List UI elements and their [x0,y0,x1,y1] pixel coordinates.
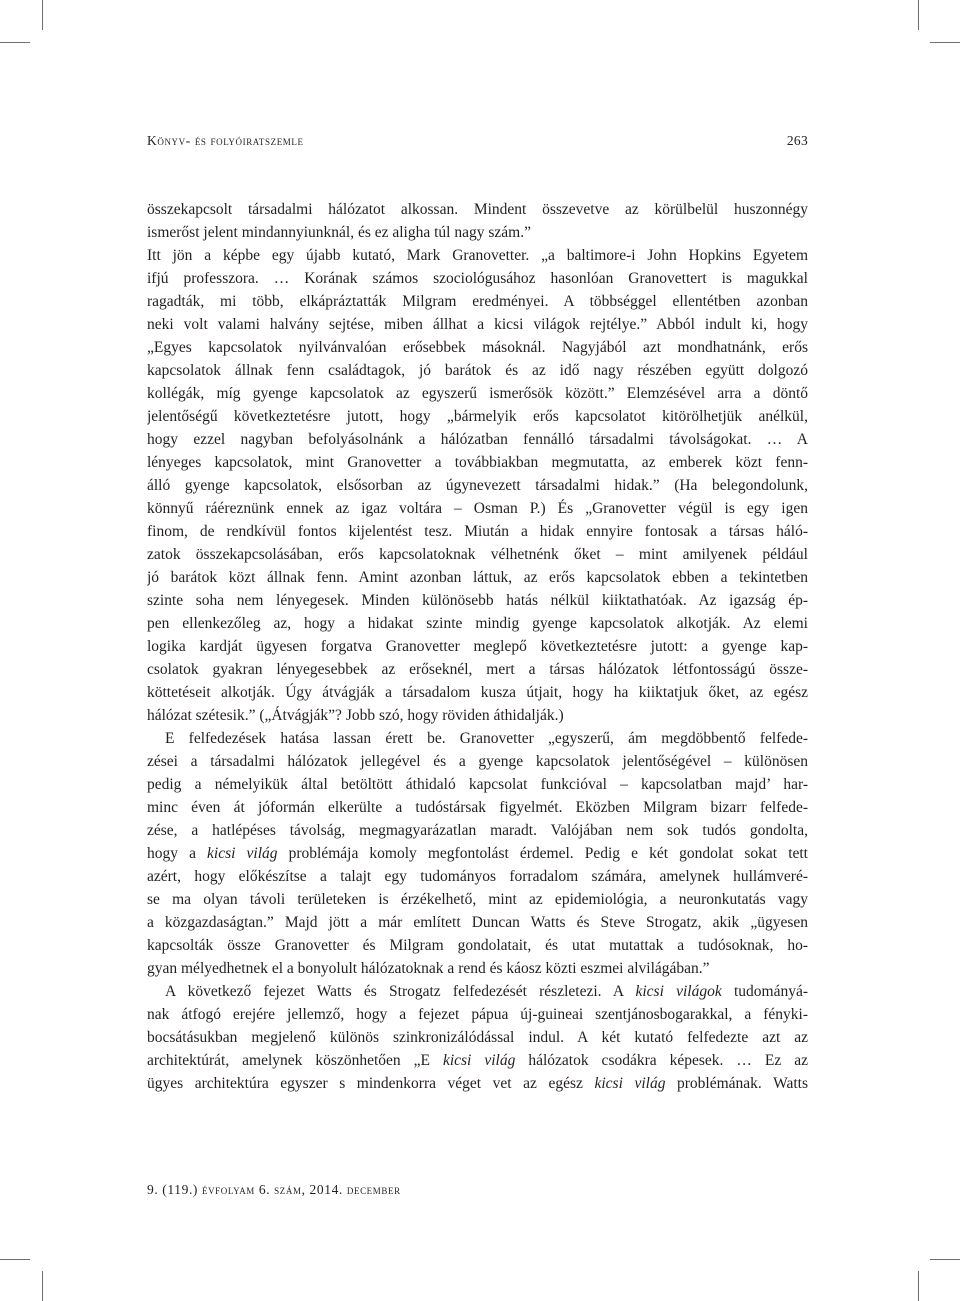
text-line: csolatok gyakran lényegesebbek az erőseknél, mert a társas hálózatok létfontosságú össze- [147,661,808,678]
text-line: kapcsolatok állnak fenn családtagok, jó barátok és az idő nagy részében együtt dolgozó [147,362,808,379]
crop-mark-right-bottom [930,1259,960,1260]
crop-mark-bottom-right [918,1271,919,1301]
text-line: logika kardját ügyesen forgatva Granovetter meglepő következtetésre jutott: a gyenge kap- [147,638,808,655]
italic-term: kicsi világ [594,1075,666,1092]
text-line: hogy a kicsi világ problémája komoly megfontolást érdemel. Pedig e két gondolat sokat tett [147,845,808,862]
text-line: jelentőségű következtetésre jutott, hogy „bármelyik erős kapcsolatot kitörölhetjük anélkül, [147,408,808,425]
text-line: pen ellenkezőleg az, hogy a hidakat szinte mindig gyenge kapcsolatok alkotják. Az elemi [147,615,808,632]
text-line: szinte soha nem lényegesek. Minden különösebb hatás nélkül kiiktathatóak. Az igazság ép- [147,592,808,609]
text-line: se ma olyan távoli területeken is érzékelhető, mint az epidemiológia, a neuronkutatás vagy [147,891,808,908]
text-line: finom, de rendkívül fontos kijelentést tesz. Miután a hidak ennyire fontosak a társas háló- [147,523,808,540]
text-line: zatok összekapcsolásában, erős kapcsolatoknak vélhetnénk őket – mint amilyenek például [147,546,808,563]
crop-mark-right-top [930,42,960,43]
text-line: álló gyenge kapcsolatok, elsősorban az úgynevezett társadalmi hidak.” (Ha belegondolunk, [147,477,808,494]
italic-term: kicsi világ [442,1052,516,1069]
text-line: „Egyes kapcsolatok nyilvánvalóan erősebbek másoknál. Nagyjából azt mondhatnánk, erős [147,339,808,356]
italic-term: kicsi világ [207,845,278,862]
text-line: ifjú professzora. … Korának számos szociológusához hasonlóan Granovettert is magukkal [147,270,808,287]
text-line: gyan mélyedhetnek el a bonyolult hálózatoknak a rend és káosz közti eszmei alvilágában.” [147,960,710,977]
text-line: zése, a hatlépéses távolság, megmagyarázatlan maradt. Valójában nem sok tudós gondolta, [147,822,808,839]
page-number: 263 [786,133,808,148]
text-line: A következő fejezet Watts és Strogatz felfedezését részletezi. A kicsi világok tudományá- [165,983,808,1000]
text-line: könnyű ráéreznünk ennek az igaz voltára – Osman P.) És „Granovetter végül is egy igen [147,500,808,517]
italic-term: kicsi világok [635,983,722,1000]
text-line: ügyes architektúra egyszer s mindenkorra véget vet az egész kicsi világ problémának. Watts [147,1075,808,1092]
text-line: lényeges kapcsolatok, mint Granovetter a továbbiakban megmutatta, az emberek közt fenn- [147,454,808,471]
text-line: hálózat szétesik.” („Átvágják”? Jobb szó, hogy röviden áthidalják.) [147,707,564,724]
running-title: Könyv- és folyóiratszemle [147,133,304,148]
text-line: neki volt valami halvány sejtése, miben állhat a kicsi világok rejtélye.” Abból indult ki, hogy [147,316,808,333]
text-line: kapcsolták össze Granovetter és Milgram gondolatait, és utat mutattak a tudósoknak, ho- [147,937,808,954]
text-line: E felfedezések hatása lassan érett be. Granovetter „egyszerű, ám megdöbbentő felfede- [165,730,808,747]
text-line: pedig a némelyikük által betöltött áthidaló kapcsolat funkcióval – kapcsolatban majd’ har- [147,776,808,793]
text-line: jó barátok közt állnak fenn. Amint azonban láttuk, az erős kapcsolatok ebben a tekintetben [147,569,808,586]
text-line: azért, hogy előkészítse a talajt egy tudományos forradalom számára, amelynek hullámveré- [147,868,808,885]
text-line: kollégák, míg gyenge kapcsolatok az egyszerű ismerősök között.” Elemzésével arra a döntő [147,385,808,402]
text-line: nak átfogó erejére jellemző, hogy a fejezet pápua új-guineai szentjánosbogarakkal, a fényki- [147,1006,808,1023]
crop-mark-left-bottom [0,1259,30,1260]
text-line: a közgazdaságtan.” Majd jött a már említett Duncan Watts és Steve Strogatz, akik „ügyesen [147,914,808,931]
crop-mark-bottom-left [42,1271,43,1301]
crop-mark-top-left [42,0,43,30]
text-line: zései a társadalmi hálózatok jellegével és a gyenge kapcsolatok jelentőségével – különösen [147,753,808,770]
text-line: minc éven át jóformán elkerülte a tudóstársak figyelmét. Eközben Milgram bizarr felfede- [147,799,808,816]
crop-mark-left-top [0,42,30,43]
text-line: hogy ezzel nagyban befolyásolnánk a hálózatban fennálló társadalmi távolságokat. … A [147,431,808,448]
running-head [147,133,808,155]
text-line: architektúrát, amelynek köszönhetően „E kicsi világ hálózatok csodákra képesek. … Ez az [147,1052,808,1069]
text-line: összekapcsolt társadalmi hálózatot alkossan. Mindent összevetve az körülbelül huszonnégy [147,201,808,218]
text-line: ismerőst jelent mindannyiunknál, és ez aligha túl nagy szám.” [147,224,531,241]
text-line: köttetéseit alkotják. Úgy átvágják a társadalom kusza útjait, hogy ha kiiktatjuk őket, az egész [147,684,808,701]
issue-footer: 9. (119.) évfolyam 6. szám, 2014. december [147,1182,401,1197]
crop-mark-top-right [918,0,919,30]
text-line: bocsátásukban megjelenő különös szinkronizálódással indul. A két kutató felfedezte azt az [147,1029,808,1046]
text-line: ragadták, mi több, elkápráztatták Milgram eredményei. A többséggel ellentétben azonban [147,293,808,310]
article-body [147,198,808,1095]
text-line: Itt jön a képbe egy újabb kutató, Mark Granovetter. „a baltimore-i John Hopkins Egyetem [147,247,808,264]
